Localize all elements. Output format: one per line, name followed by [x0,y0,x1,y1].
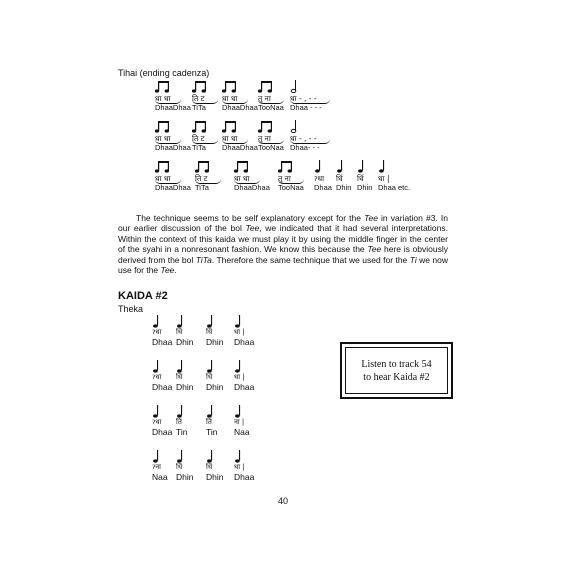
kaida-bol [234,405,268,438]
devanagari-bol: तु ना [258,94,328,103]
roman-bol: Dhin [206,472,224,482]
tihai-bol [290,120,360,153]
quarter-note-icon [234,360,268,372]
devanagari-bol: ॽधा [152,418,162,426]
callout-line-1: Listen to track 54 [361,358,432,370]
technique-paragraph: The technique seems to be self explanatory except for the Tee in variation #3. In our earlier discussion of the bol Tee, we indicated that it had several interpretations. Within the context of this kaida we must play it by using the middle finger in the center of the syahi in a nonresonant fashion. We know this because the Tee here is obviously derived from the bol TiTa. Therefore the same technique that we used for the Ti we now use for the Tee. [118,213,449,276]
kaida-title: KAIDA #2 [118,290,168,302]
devanagari-bol: ॽधा [152,373,162,381]
devanagari-bol: तिं [176,418,182,426]
half-note-icon [290,80,360,94]
devanagari-bol: तु ना [278,174,348,183]
devanagari-bol: धिं [206,373,213,381]
roman-bol: Dhaa- - - [290,143,320,152]
devanagari-bol: ॽना [152,463,161,471]
devanagari-bol: धा धा [234,174,304,183]
quarter-note-icon [176,450,210,462]
kaida-bol [234,450,268,483]
roman-bol: DhaaDhaa [155,143,191,152]
theka-label: Theka [118,304,144,314]
roman-bol: Dhin [176,337,194,347]
kaida-bol [234,360,268,393]
devanagari-bol: धा - , - - [290,134,360,143]
kaida-bol [176,360,210,393]
devanagari-bol: धिं [206,463,213,471]
grouping-arc [290,139,330,144]
devanagari-bol: तिं [206,418,212,426]
roman-bol: TiTa [192,143,206,152]
roman-bol: Naa [152,472,168,482]
grouping-arc [155,179,181,184]
grouping-arc [290,99,330,104]
devanagari-bol: धा धा [222,94,292,103]
grouping-arc [155,139,181,144]
roman-bol: DhaaDhaa [155,183,191,192]
roman-bol: Dhaa - - - [290,103,322,112]
devanagari-bol: ति ट [192,94,262,103]
roman-bol: Dhaa [314,183,332,192]
quarter-note-icon [234,450,268,462]
devanagari-bol: धिं [336,174,343,183]
devanagari-bol: धा | [378,174,390,183]
roman-bol: TooNaa [278,183,304,192]
grouping-arc [222,139,248,144]
kaida-bol [176,405,210,438]
grouping-arc [258,139,284,144]
roman-bol: Dhaa [234,382,255,392]
quarter-note-icon [234,315,268,327]
grouping-arc [278,179,304,184]
track-callout-inner [345,347,448,394]
callout-line-2: to hear Kaida #2 [363,371,430,383]
half-note-icon [290,120,360,134]
roman-bol: Dhin [357,183,373,192]
devanagari-bol: धिं [176,373,183,381]
devanagari-bol: धिं [357,174,364,183]
quarter-note-icon [234,405,268,417]
kaida-bol [234,315,268,348]
etc-label: etc. [398,183,411,192]
quarter-note-icon [176,360,210,372]
tihai-bol [378,160,448,193]
roman-bol: Tin [206,427,218,437]
roman-bol: Dhin [206,337,224,347]
grouping-arc [155,99,181,104]
roman-bol: DhaaDhaa [234,183,270,192]
roman-bol: Dhin [176,472,194,482]
roman-bol: Dhaa [378,183,396,192]
grouping-arc [234,179,260,184]
roman-bol: TooNaa [258,143,284,152]
devanagari-bol: ति ट [195,174,265,183]
roman-bol: Dhin [176,382,194,392]
roman-bol: Dhaa [152,382,173,392]
roman-bol: DhaaDhaa [222,143,258,152]
roman-bol: Dhaa [234,337,255,347]
roman-bol: Dhaa [152,427,173,437]
roman-bol: Dhin [206,382,224,392]
devanagari-bol: धिं [176,463,183,471]
kaida-bol [176,315,210,348]
devanagari-bol: ना | [234,418,245,426]
track-callout-box [340,342,453,399]
devanagari-bol: ॽधा [152,328,162,336]
roman-bol: Naa [234,427,250,437]
grouping-arc [222,99,248,104]
devanagari-bol: तु ना [258,134,328,143]
roman-bol: Tin [176,427,188,437]
quarter-note-icon [176,405,210,417]
roman-bol: DhaaDhaa [222,103,258,112]
devanagari-bol: ॽधा [314,174,325,183]
roman-bol: Dhaa [152,337,173,347]
roman-bol: TooNaa [258,103,284,112]
tihai-bol [290,80,360,113]
devanagari-bol: धिं [176,328,183,336]
tihai-title: Tihai (ending cadenza) [118,68,210,78]
devanagari-bol: धिं [206,328,213,336]
devanagari-bol: धा - , - - [290,94,360,103]
quarter-note-icon [378,160,448,174]
grouping-arc [192,99,218,104]
devanagari-bol: ति ट [192,134,262,143]
devanagari-bol: धा | [234,373,245,381]
devanagari-bol: धा धा [155,94,225,103]
roman-bol: TiTa [192,103,206,112]
devanagari-bol: धा | [234,463,245,471]
devanagari-bol: धा धा [155,174,225,183]
grouping-arc [258,99,284,104]
devanagari-bol: धा धा [222,134,292,143]
roman-bol: TiTa [195,183,209,192]
devanagari-bol: धा | [234,328,245,336]
roman-bol: Dhaa [234,472,255,482]
kaida-bol [176,450,210,483]
grouping-arc [192,139,218,144]
quarter-note-icon [176,315,210,327]
roman-bol: DhaaDhaa [155,103,191,112]
devanagari-bol: धा धा [155,134,225,143]
grouping-arc [195,179,221,184]
page-number: 40 [278,496,289,506]
roman-bol: Dhin [336,183,352,192]
